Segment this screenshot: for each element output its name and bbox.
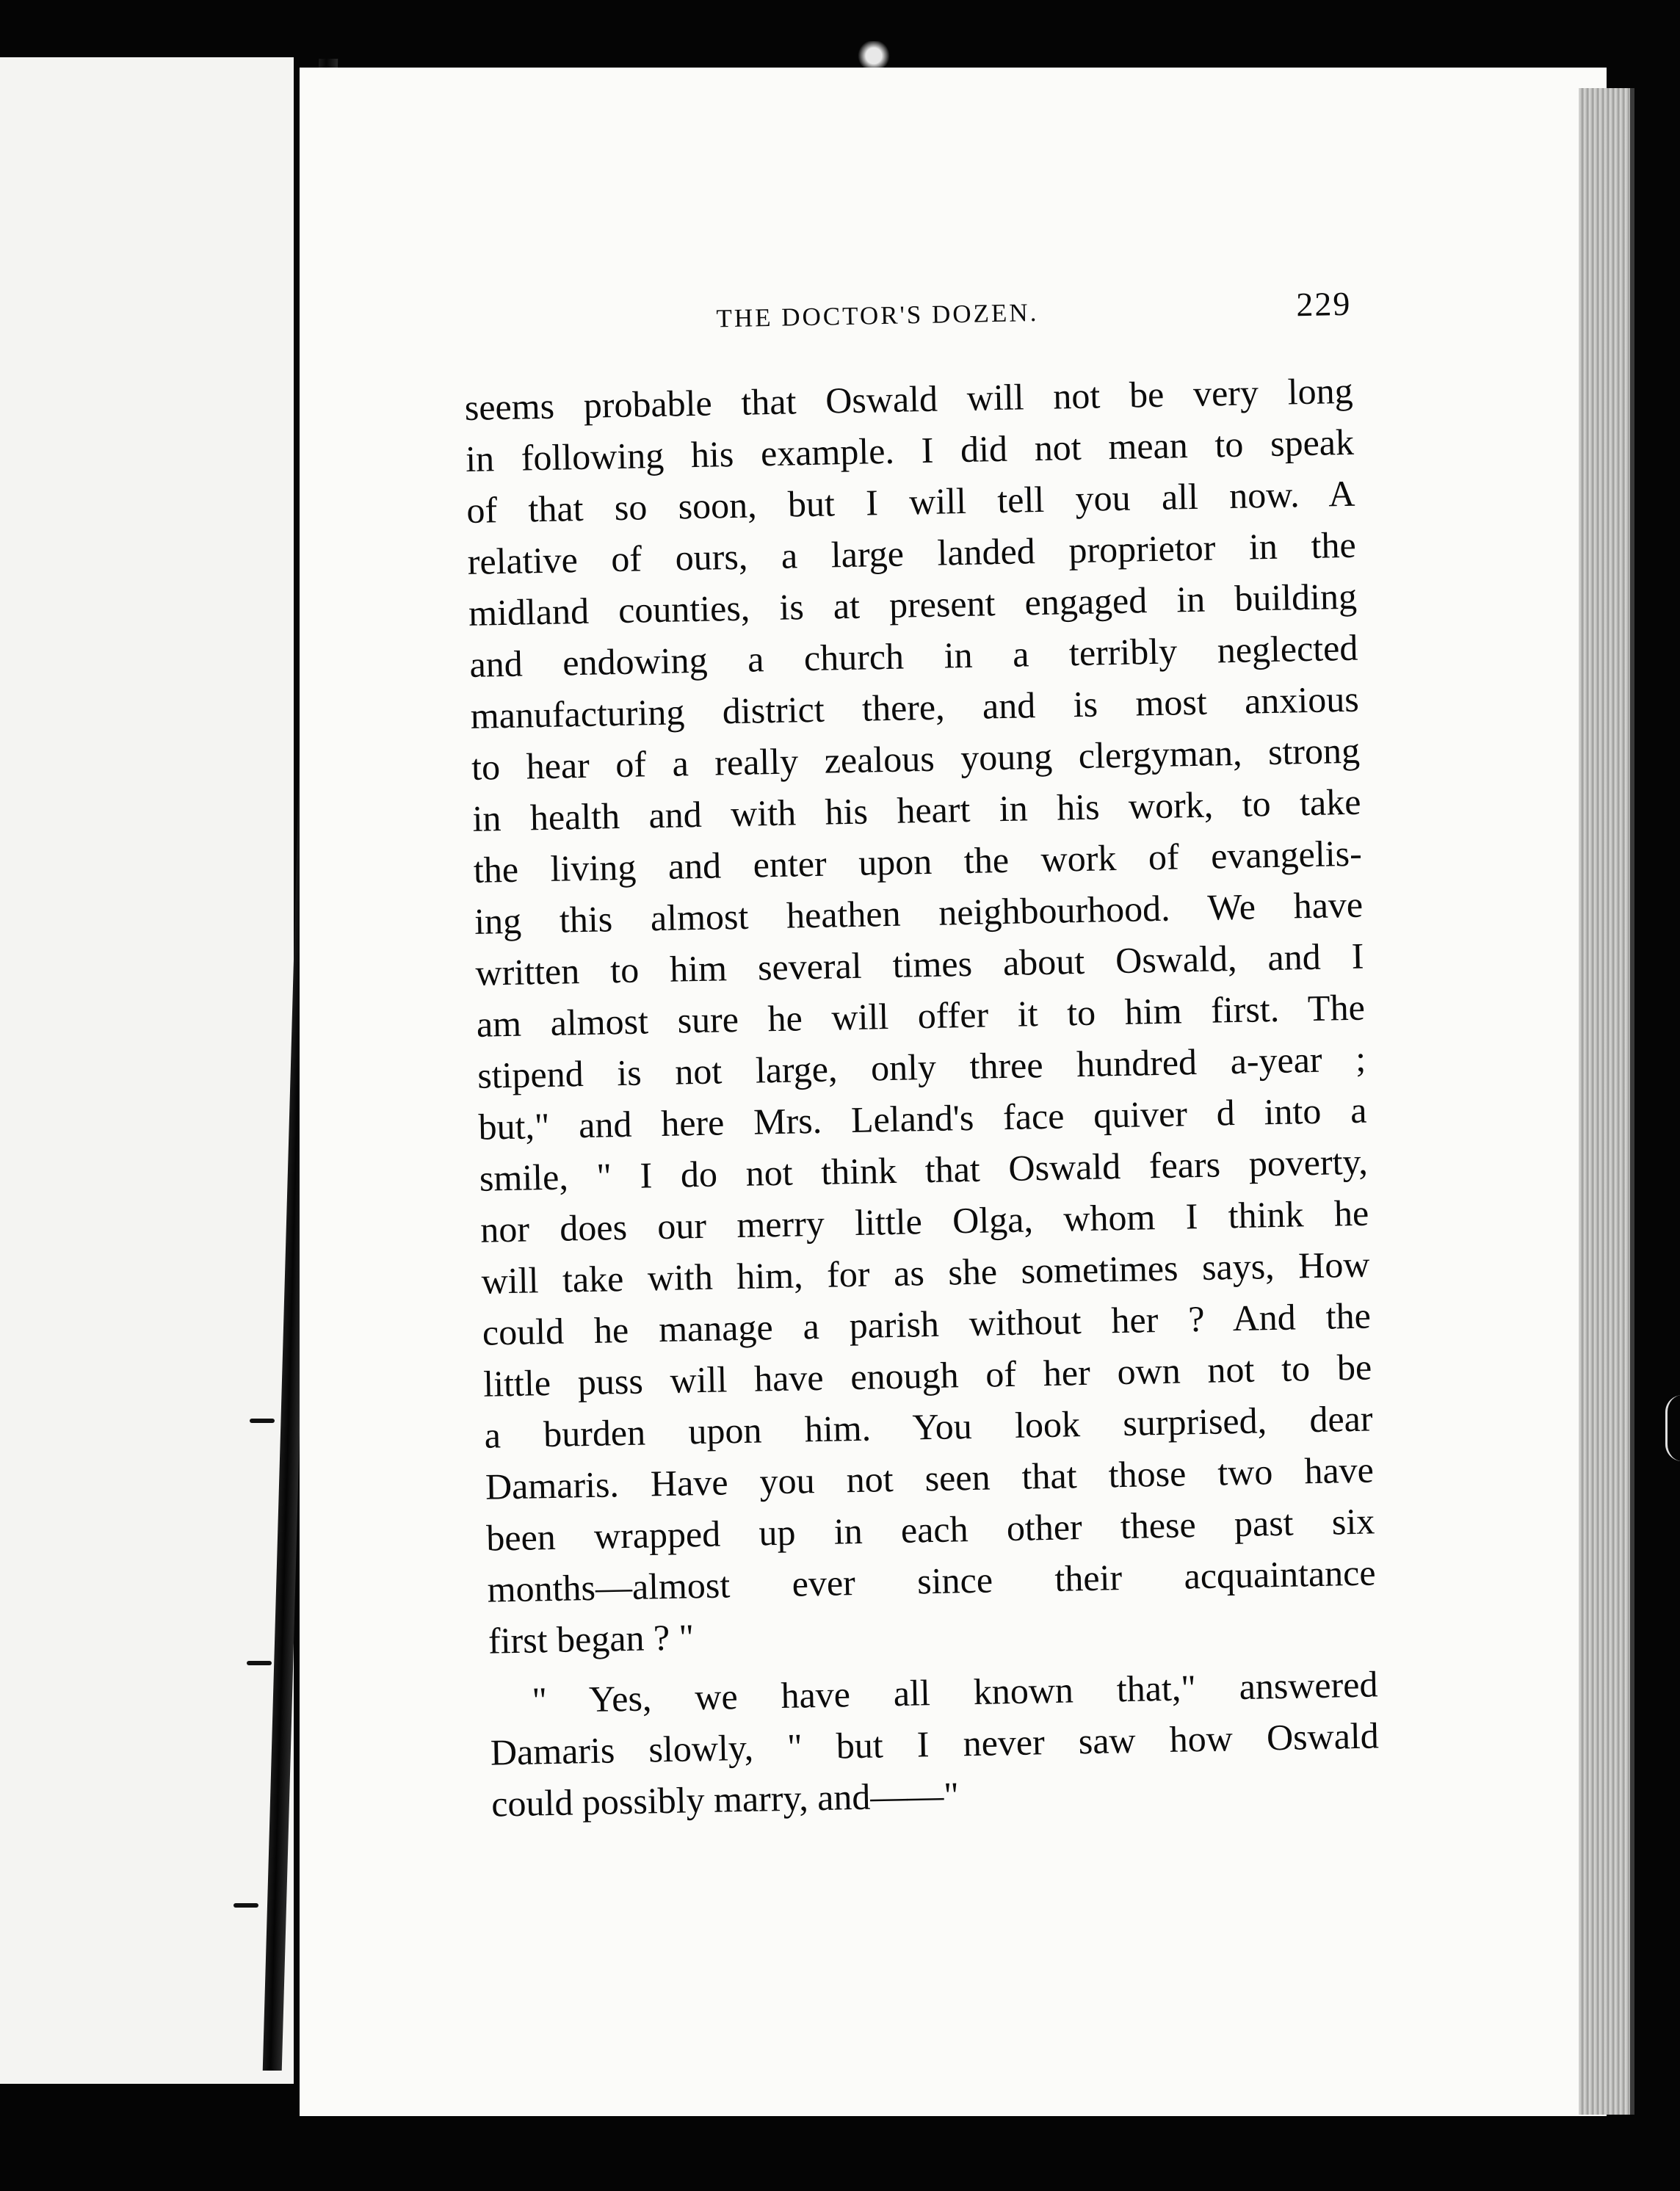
text-line: ing this almost heathen neighbourhood. We have (474, 883, 1364, 942)
text-line: Damaris. Have you not seen that those two have (485, 1449, 1375, 1507)
binding-thread (247, 1661, 272, 1665)
body-text (464, 365, 1380, 1830)
page-edges (1579, 88, 1634, 2115)
text-line: seems probable that Oswald will not be very long (464, 369, 1354, 428)
text-line: could possibly marry, and——" (490, 1774, 960, 1825)
text-line: manufacturing district there, and is most anxious (470, 678, 1360, 736)
text-line: months—almost ever since their acquaintance (487, 1551, 1377, 1610)
text-line: nor does our merry little Olga, whom I think he (479, 1192, 1369, 1250)
text-line: smile, " I do not think that Oswald fears poverty, (479, 1140, 1369, 1199)
text-line: to hear of a really zealous young clergyman, strong (471, 729, 1361, 788)
paragraph (489, 1658, 1380, 1829)
text-line: midland counties, is at present engaged in building (468, 575, 1358, 634)
text-line: and endowing a church in a terribly neglected (468, 626, 1358, 685)
text-line: in health and with his heart in his work, to take (471, 781, 1361, 839)
text-line: of that so soon, but I will tell you all now. A (466, 472, 1355, 531)
running-head-title: THE DOCTOR'S DOZEN. (716, 297, 1039, 333)
scan-artifact (852, 41, 896, 70)
binding-thread (233, 1903, 258, 1908)
left-page-blank (0, 57, 294, 2084)
text-line: but," and here Mrs. Leland's face quiver d into a (478, 1089, 1367, 1148)
text-line: been wrapped up in each other these past six (485, 1500, 1375, 1559)
text-line: stipend is not large, only three hundred a-year ; (477, 1037, 1366, 1096)
text-line: could he manage a parish without her ? And the (482, 1294, 1372, 1353)
scan-clip-artifact (1665, 1395, 1680, 1461)
text-line: written to him several times about Oswald, and I (475, 935, 1364, 993)
text-line: the living and enter upon the work of evangelis- (473, 832, 1363, 891)
text-line: " Yes, we have all known that," answered (532, 1663, 1378, 1721)
text-line: Damaris slowly, " but I never saw how Oswald (490, 1714, 1380, 1773)
text-line: will take with him, for as she sometimes says, How (481, 1243, 1370, 1302)
text-line: little puss will have enough of her own not to be (482, 1346, 1372, 1405)
page-number: 229 (1295, 284, 1352, 324)
text-line: am almost sure he will offer it to him first. The (476, 986, 1366, 1045)
text-line: a burden upon him. You look surprised, dear (484, 1397, 1373, 1456)
text-line: relative of ours, a large landed proprietor in the (467, 524, 1357, 582)
text-line: in following his example. I did not mean to speak (465, 421, 1355, 479)
binding-thread (250, 1419, 275, 1423)
paragraph (464, 365, 1377, 1667)
text-line: first began ? " (488, 1616, 695, 1662)
page-text-block (463, 284, 1380, 1830)
